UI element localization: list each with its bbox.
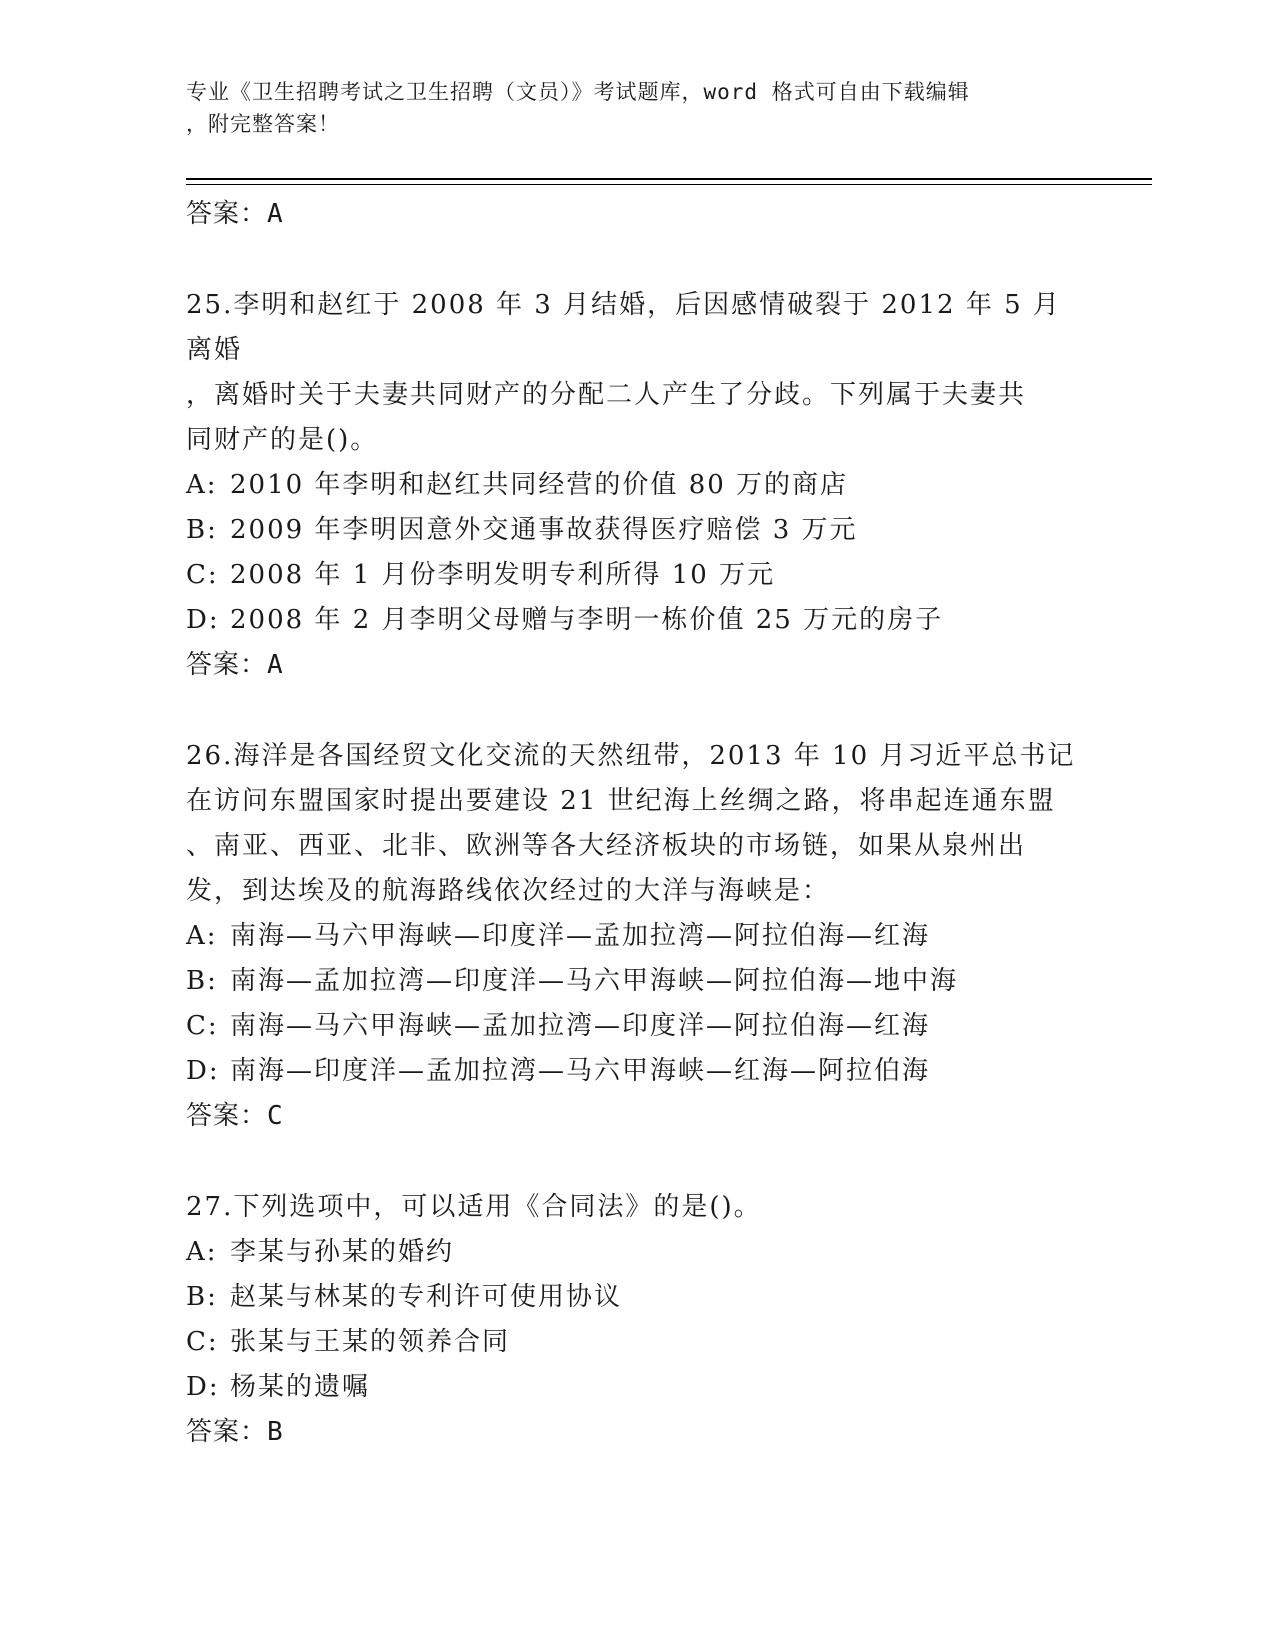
option-key: B: <box>186 1282 218 1312</box>
option-text: 2008 年 2 月李明父母赠与李明一栋价值 25 万元的房子 <box>230 605 944 635</box>
option-key: C: <box>186 1011 219 1041</box>
question-text-line: 25.李明和赵红于 2008 年 3 月结婚，后因感情破裂于 2012 年 5 月离婚 <box>186 290 1061 365</box>
option-text: 南海—孟加拉湾—印度洋—马六甲海峡—阿拉伯海—地中海 <box>230 966 959 996</box>
option-text: 杨某的遗嘱 <box>230 1372 371 1402</box>
option-text: 2010 年李明和赵红共同经营的价值 80 万的商店 <box>230 470 849 500</box>
option-key: A: <box>186 470 218 500</box>
question-text-line: 在访问东盟国家时提出要建设 21 世纪海上丝绸之路，将串起连通东盟 <box>186 786 1056 816</box>
option-d <box>186 598 1086 643</box>
option-a <box>186 463 1086 508</box>
question-25 <box>186 283 1086 688</box>
option-b <box>186 508 1086 553</box>
question-text-line: 26.海洋是各国经贸文化交流的天然纽带，2013 年 10 月习近平总书记 <box>186 741 1076 771</box>
question-text-line: 同财产的是()。 <box>186 425 379 455</box>
option-text: 张某与王某的领养合同 <box>230 1327 511 1357</box>
question-text-line: 、南亚、西亚、北非、欧洲等各大经济板块的市场链，如果从泉州出 <box>186 831 1027 861</box>
option-c <box>186 1320 1086 1365</box>
option-d <box>186 1365 1086 1410</box>
option-key: A: <box>186 1237 218 1267</box>
option-c <box>186 553 1086 598</box>
option-key: D: <box>186 605 220 635</box>
option-d <box>186 1049 1086 1094</box>
option-a <box>186 914 1086 959</box>
question-26 <box>186 734 1086 1139</box>
header-rule-thick <box>186 178 1152 180</box>
answer: 答案：A <box>186 650 284 680</box>
option-key: A: <box>186 921 218 951</box>
question-list <box>186 191 1086 1455</box>
option-key: B: <box>186 966 218 996</box>
option-text: 2008 年 1 月份李明发明专利所得 10 万元 <box>230 560 776 590</box>
option-a <box>186 1230 1086 1275</box>
page-header <box>186 76 1086 140</box>
spacer <box>186 237 1086 283</box>
header-line-1: 专业《卫生招聘考试之卫生招聘（文员）》考试题库，word 格式可自由下载编辑 <box>186 80 970 104</box>
header-line-2: ，附完整答案！ <box>186 112 340 136</box>
question-text-line: 27.下列选项中，可以适用《合同法》的是()。 <box>186 1192 762 1222</box>
leading-answer: 答案：A <box>186 199 284 229</box>
option-b <box>186 959 1086 1004</box>
answer: 答案：B <box>186 1417 284 1447</box>
answer: 答案：C <box>186 1101 284 1131</box>
option-key: D: <box>186 1372 220 1402</box>
option-text: 南海—马六甲海峡—印度洋—孟加拉湾—阿拉伯海—红海 <box>230 921 931 951</box>
option-text: 南海—印度洋—孟加拉湾—马六甲海峡—红海—阿拉伯海 <box>230 1056 931 1086</box>
header-rule-thin <box>186 184 1152 185</box>
option-c <box>186 1004 1086 1049</box>
option-text: 2009 年李明因意外交通事故获得医疗赔偿 3 万元 <box>230 515 858 545</box>
option-key: B: <box>186 515 218 545</box>
question-text-line: 发，到达埃及的航海路线依次经过的大洋与海峡是： <box>186 876 831 906</box>
option-text: 南海—马六甲海峡—孟加拉湾—印度洋—阿拉伯海—红海 <box>230 1011 931 1041</box>
option-key: D: <box>186 1056 220 1086</box>
option-key: C: <box>186 560 219 590</box>
spacer <box>186 688 1086 734</box>
question-27 <box>186 1185 1086 1455</box>
spacer <box>186 1139 1086 1185</box>
option-key: C: <box>186 1327 219 1357</box>
option-text: 赵某与林某的专利许可使用协议 <box>230 1282 623 1312</box>
question-text-line: ，离婚时关于夫妻共同财产的分配二人产生了分歧。下列属于夫妻共 <box>186 380 1027 410</box>
option-b <box>186 1275 1086 1320</box>
option-text: 李某与孙某的婚约 <box>230 1237 455 1267</box>
